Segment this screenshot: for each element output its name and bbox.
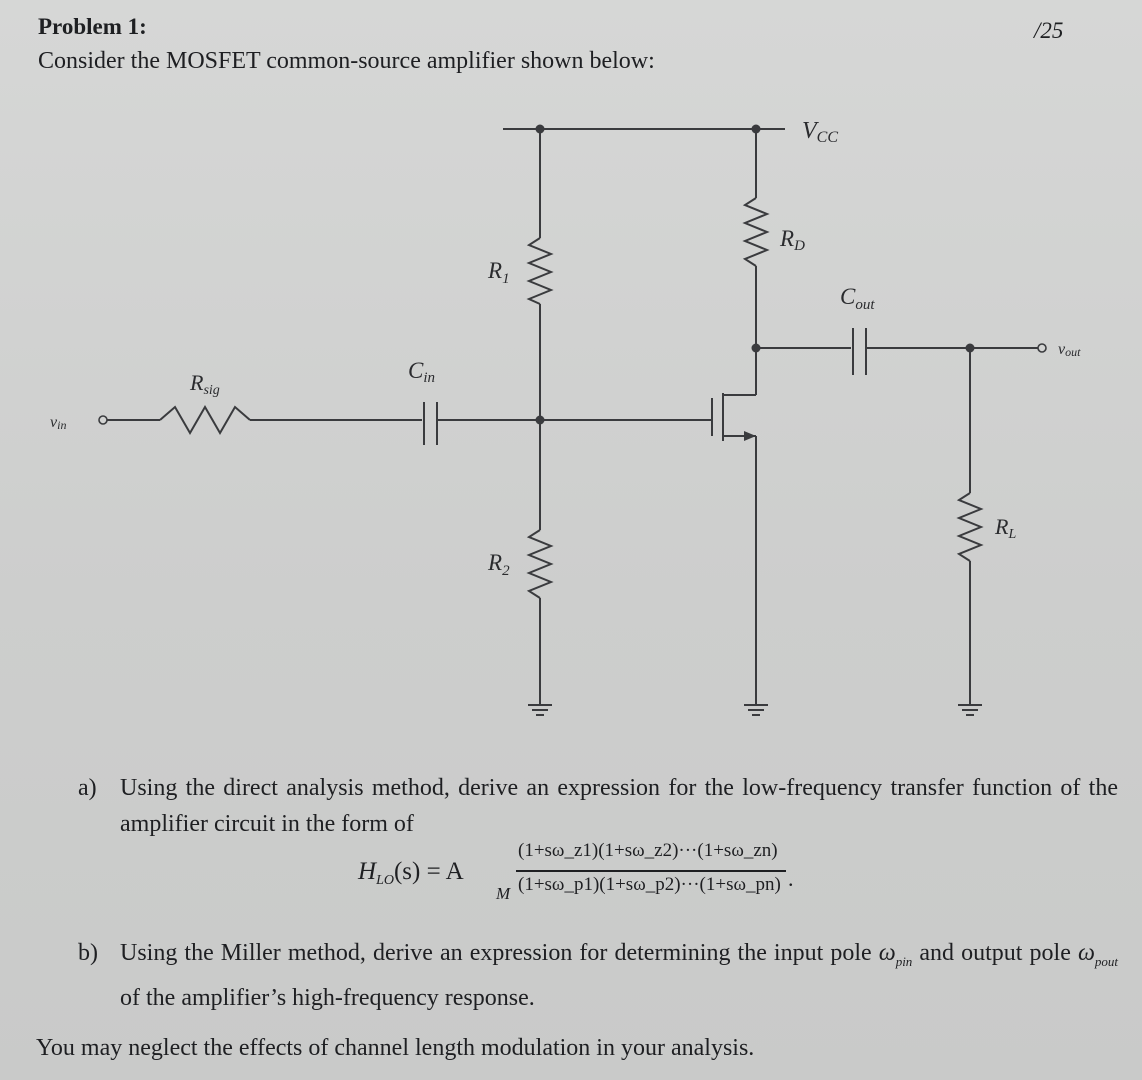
question-b-text: Using the Miller method, derive an expression for determining the input pole $\omega_{pin}$ and output pole $\omega_{pout}$ of the amplifier’s high-frequency response.	[120, 940, 1119, 1011]
formula-m-subscript: M	[496, 884, 511, 903]
vin-terminal	[99, 416, 107, 424]
problem-intro: Consider the MOSFET common-source amplifier shown below:	[38, 48, 655, 74]
ground-symbol	[744, 705, 768, 715]
r1-label: $R_1$	[488, 258, 510, 287]
vcc-label: VCC	[802, 118, 839, 146]
junction-dot	[752, 344, 761, 353]
vout-label: vout	[1058, 341, 1081, 359]
score-label: /25	[1034, 18, 1064, 43]
r1-resistor	[529, 238, 551, 304]
vout-terminal	[1038, 344, 1046, 352]
rsig-resistor	[160, 407, 250, 433]
junction-dot	[536, 125, 545, 134]
cout-label: $C_{out}$	[840, 284, 875, 313]
question-b-label: b)	[78, 940, 98, 966]
problem-title: Problem 1:	[38, 14, 147, 39]
rd-resistor	[745, 198, 767, 266]
formula-denominator: (1+sω_p1)(1+sω_p2)···(1+sω_pn)	[518, 874, 781, 895]
junction-dot	[536, 416, 545, 425]
ground-symbol	[958, 705, 982, 715]
question-b	[78, 935, 1118, 1016]
question-a-text: Using the direct analysis method, derive an expression for the low-frequency transfer function of the amplifier circuit in the form of	[120, 775, 1118, 837]
junction-dot	[966, 344, 975, 353]
cin-label: Cin	[408, 358, 436, 386]
ground-symbol	[528, 705, 552, 715]
rsig-label: Rsig	[190, 370, 220, 398]
analysis-note: You may neglect the effects of channel length modulation in your analysis.	[36, 1035, 755, 1061]
question-a-label: a)	[78, 775, 97, 801]
formula-numerator: (1+sω_z1)(1+sω_z2)···(1+sω_zn)	[518, 840, 778, 861]
rl-label: RL	[995, 514, 1017, 542]
rd-label: RD	[780, 226, 805, 254]
rl-resistor	[959, 493, 981, 561]
transfer-function-formula: $H_{LO}(s) = A$ M (1+sω_z1)(1+sω_z2)···(1+sω_zn) (1+sω_p1)(1+sω_p2)···(1+sω_pn) .	[358, 840, 794, 903]
question-a	[78, 770, 1118, 842]
r2-label: $R_2$	[488, 550, 510, 579]
vin-label: vin	[50, 414, 67, 432]
junction-dot	[752, 125, 761, 134]
fraction-bar	[516, 870, 786, 872]
mosfet-source-arrow	[744, 431, 756, 441]
r2-resistor	[529, 530, 551, 598]
